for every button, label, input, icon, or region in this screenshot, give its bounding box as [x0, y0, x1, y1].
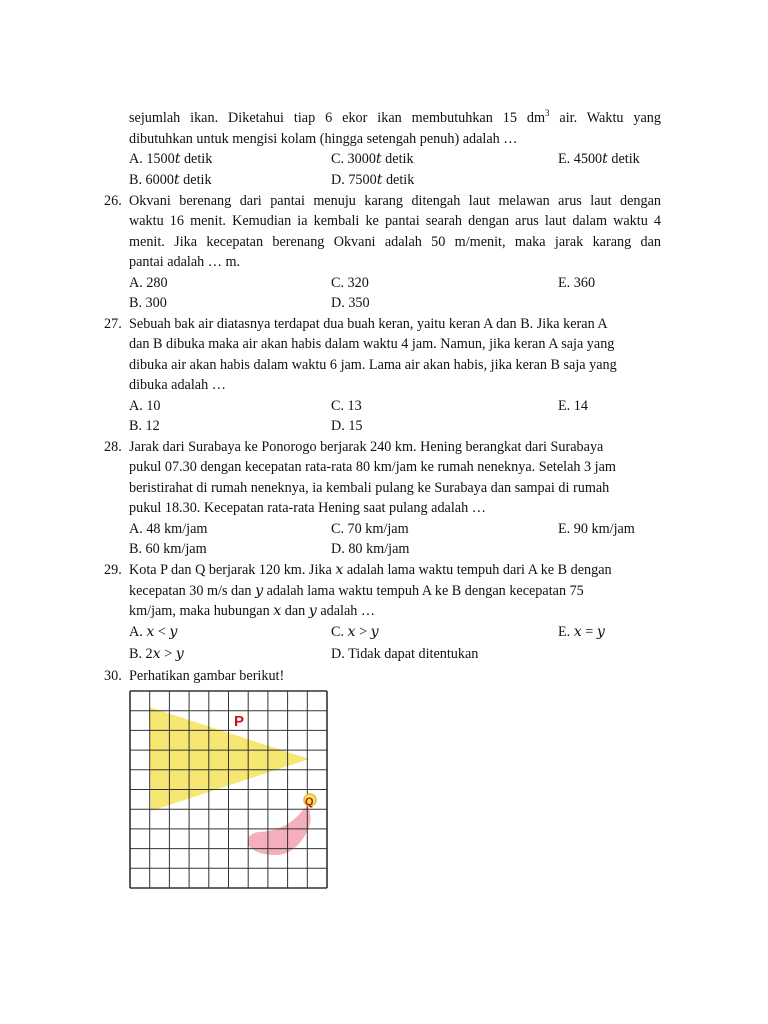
- q25-option-a: A. 1500𝑡 detik: [129, 151, 213, 167]
- q29-option-d: D. Tidak dapat ditentukan: [331, 646, 479, 662]
- q28-option-e: E. 90 km/jam: [558, 521, 635, 537]
- q27-line-1: Sebuah bak air diatasnya terdapat dua buah keran, yaitu keran A dan B. Jika keran A: [129, 316, 608, 332]
- q27-option-c: C. 13: [331, 398, 362, 414]
- q30-number: 30.: [104, 668, 122, 684]
- q26-option-c: C. 320: [331, 275, 369, 291]
- q26-line-3: menit. Jika kecepatan berenang Okvani adalah 50 m/menit, maka jarak karang dan: [129, 234, 661, 250]
- q28-option-b: B. 60 km/jam: [129, 541, 207, 557]
- q26-line-2: waktu 16 menit. Kemudian ia kembali ke pantai searah dengan arus laut dalam waktu 4: [129, 213, 661, 229]
- q27-option-e: E. 14: [558, 398, 588, 414]
- q29-line-2: kecepatan 30 m/s dan 𝑦 adalah lama waktu tempuh A ke B dengan kecepatan 75: [129, 583, 584, 599]
- q28-line-4: pukul 18.30. Kecepatan rata-rata Hening saat pulang adalah …: [129, 500, 486, 516]
- q28-number: 28.: [104, 439, 122, 455]
- q27-option-a: A. 10: [129, 398, 161, 414]
- q30-figure: [128, 689, 330, 891]
- q29-number: 29.: [104, 562, 122, 578]
- q26-line-4: pantai adalah … m.: [129, 254, 241, 270]
- q26-number: 26.: [104, 193, 122, 209]
- q25-option-e: E. 4500𝑡 detik: [558, 151, 640, 167]
- q29-option-c: C. 𝑥 > 𝑦: [331, 624, 379, 640]
- q28-line-1: Jarak dari Surabaya ke Ponorogo berjarak 240 km. Hening berangkat dari Surabaya: [129, 439, 604, 455]
- label-q: Q: [305, 796, 314, 808]
- q28-option-a: A. 48 km/jam: [129, 521, 208, 537]
- q29-line-1: Kota P dan Q berjarak 120 km. Jika 𝑥 adalah lama waktu tempuh dari A ke B dengan: [129, 562, 612, 578]
- q27-option-b: B. 12: [129, 418, 160, 434]
- q26-option-e: E. 360: [558, 275, 596, 291]
- q28-line-3: beristirahat di rumah neneknya, ia kembali pulang ke Surabaya dan sampai di rumah: [129, 480, 610, 496]
- q25-option-c: C. 3000𝑡 detik: [331, 151, 414, 167]
- q26-option-b: B. 300: [129, 295, 167, 311]
- q28-line-2: pukul 07.30 dengan kecepatan rata-rata 80 km/jam ke rumah neneknya. Setelah 3 jam: [129, 459, 616, 475]
- q27-number: 27.: [104, 316, 122, 332]
- q27-line-2: dan B dibuka maka air akan habis dalam waktu 4 jam. Namun, jika keran A saja yang: [129, 336, 615, 352]
- label-p: P: [234, 713, 245, 730]
- q25-option-b: B. 6000𝑡 detik: [129, 172, 212, 188]
- q27-option-d: D. 15: [331, 418, 363, 434]
- q29-option-a: A. 𝑥 < 𝑦: [129, 624, 178, 640]
- q28-option-d: D. 80 km/jam: [331, 541, 410, 557]
- q26-option-a: A. 280: [129, 275, 168, 291]
- q27-line-4: dibuka adalah …: [129, 377, 226, 393]
- q26-option-d: D. 350: [331, 295, 370, 311]
- q30-line-1: Perhatikan gambar berikut!: [129, 668, 285, 684]
- q29-option-e: E. 𝑥 = 𝑦: [558, 624, 605, 640]
- q26-line-1: Okvani berenang dari pantai menuju karang ditengah laut melawan arus laut dengan: [129, 193, 661, 209]
- q29-line-3: km/jam, maka hubungan 𝑥 dan 𝑦 adalah …: [129, 603, 376, 619]
- q27-line-3: dibuka air akan habis dalam waktu 6 jam. Lama air akan habis, jika keran B saja yang: [129, 357, 617, 373]
- q25-option-d: D. 7500𝑡 detik: [331, 172, 415, 188]
- q29-option-b: B. 2𝑥 > 𝑦: [129, 646, 184, 662]
- q25-line-2: dibutuhkan untuk mengisi kolam (hingga setengah penuh) adalah …: [129, 131, 518, 147]
- q28-option-c: C. 70 km/jam: [331, 521, 409, 537]
- q25-line-1: sejumlah ikan. Diketahui tiap 6 ekor ikan membutuhkan 15 $dm^3$ air. Waktu yang: [129, 108, 661, 126]
